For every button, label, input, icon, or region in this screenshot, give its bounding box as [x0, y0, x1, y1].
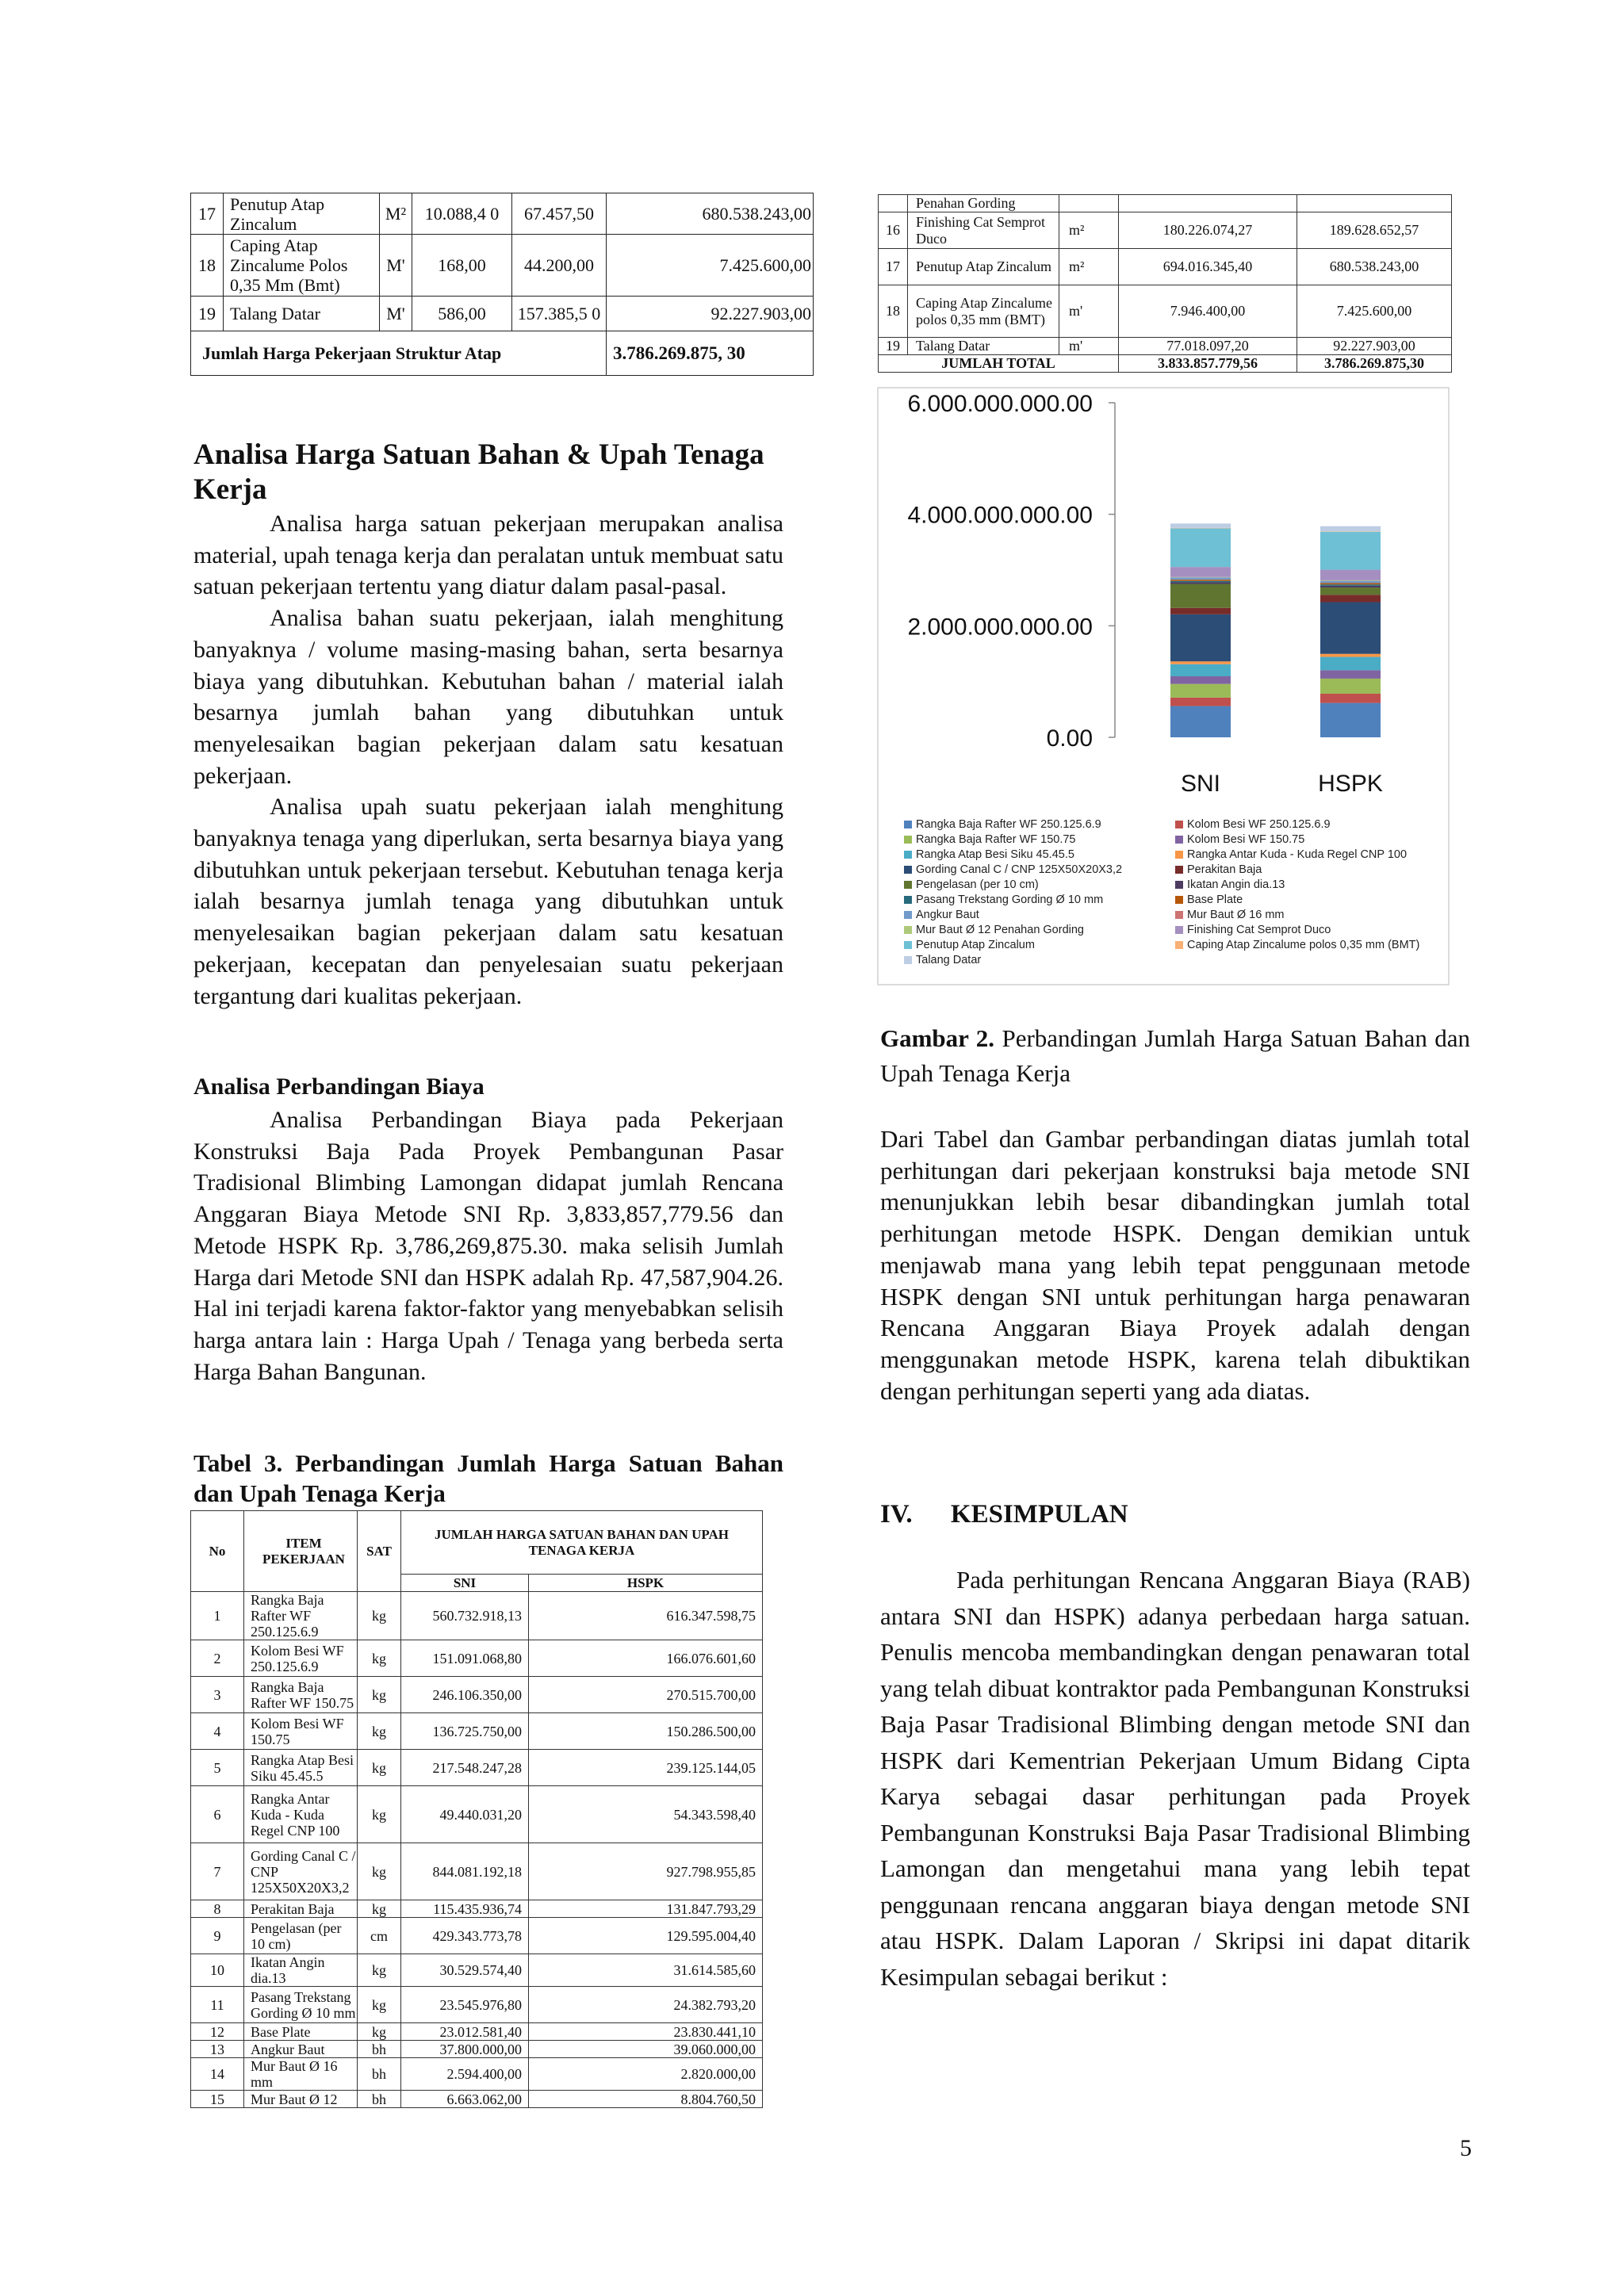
total-row — [879, 355, 1452, 373]
cell-sni: 136.725.750,00 — [401, 1713, 529, 1750]
y-tick-label: 6.000.000.000.00 — [907, 391, 1093, 417]
cell-sat: kg — [358, 1954, 401, 1987]
cell-item: Ikatan Angin dia.13 — [244, 1954, 358, 1987]
cell-hspk: 24.382.793,20 — [529, 1987, 763, 2023]
cell-volume: 586,00 — [412, 297, 512, 331]
cell-sni: 77.018.097,20 — [1119, 338, 1297, 355]
cell-hspk: 239.125.144,05 — [529, 1750, 763, 1786]
legend-swatch — [904, 926, 912, 934]
cell-hspk: 23.830.441,10 — [529, 2023, 763, 2041]
bar-segment — [1320, 654, 1381, 657]
legend-swatch — [904, 866, 912, 874]
cell-item: Rangka Atap Besi Siku 45.45.5 — [244, 1750, 358, 1786]
x-tick-label: SNI — [1180, 771, 1221, 797]
header-group: JUMLAH HARGA SATUAN BAHAN DAN UPAH TENAGA KERJA — [401, 1511, 763, 1575]
total-hspk: 3.786.269.875,30 — [1297, 355, 1452, 373]
cell-no: 3 — [191, 1677, 244, 1713]
bar-segment — [1170, 614, 1231, 661]
table3-caption: Tabel 3. Perbandingan Jumlah Harga Satuan Bahan dan Upah Tenaga Kerja — [193, 1449, 783, 1507]
table-row — [191, 1592, 763, 1640]
stacked-bar-chart — [877, 387, 1450, 985]
bar-segment — [1170, 577, 1231, 580]
cell-no: 19 — [191, 297, 224, 331]
legend-swatch — [904, 956, 912, 964]
legend-label: Gording Canal C / CNP 125X50X20X3,2 — [916, 863, 1123, 876]
cell-no: 9 — [191, 1918, 244, 1954]
legend-label: Pasang Trekstang Gording Ø 10 mm — [916, 894, 1104, 906]
cell-sni: 7.946.400,00 — [1119, 285, 1297, 338]
cell-jumlah-harga: 92.227.903,00 — [607, 297, 814, 331]
cell-item: Pengelasan (per 10 cm) — [244, 1918, 358, 1954]
cell-item: Finishing Cat Semprot Duco — [908, 212, 1059, 249]
table-row — [191, 2023, 763, 2041]
cell-volume: 10.088,4 0 — [412, 193, 512, 235]
table-3 — [190, 1510, 763, 2108]
bar-segment — [1170, 684, 1231, 698]
cell-no: 16 — [879, 212, 908, 249]
section4-title: KESIMPULAN — [950, 1500, 1128, 1529]
legend-label: Base Plate — [1187, 894, 1243, 906]
cell-no: 10 — [191, 1954, 244, 1987]
y-tick-label: 0.00 — [1046, 725, 1093, 752]
cell-item: Perakitan Baja — [244, 1900, 358, 1918]
cell-no: 18 — [191, 235, 224, 297]
header-item: ITEM PEKERJAAN — [244, 1511, 358, 1592]
cell-sat: M² — [380, 193, 412, 235]
bar-segment — [1170, 664, 1231, 676]
legend-label: Finishing Cat Semprot Duco — [1187, 924, 1331, 936]
legend-swatch — [904, 911, 912, 919]
paragraph: Analisa upah suatu pekerjaan ialah menghitung banyaknya tenaga yang diperlukan, serta besarnya biaya yang dibutuhkan untuk pekerjaan tersebut. Kebutuhan tenaga kerja ialah besarnya jumlah tenaga yang dibutuhkan untuk menyelesaikan bagian pekerjaan dalam satu kesatuan pekerjaan, kecepatan dan penyelesaian suatu pekerjaan tergantung dari kualitas pekerjaan. — [193, 794, 783, 1009]
cell-item: Base Plate — [244, 2023, 358, 2041]
bar-segment — [1320, 581, 1381, 584]
section-title-analisa-perbandingan: Analisa Perbandingan Biaya — [193, 1073, 485, 1100]
cell-item: Caping Atap Zincalume Polos 0,35 Mm (Bmt) — [224, 235, 380, 297]
legend-swatch — [1175, 851, 1183, 859]
cell-no: 19 — [879, 338, 908, 355]
cell-item: Rangka Baja Rafter WF 250.125.6.9 — [244, 1592, 358, 1640]
total-label: JUMLAH TOTAL — [879, 355, 1119, 373]
table-row — [191, 1843, 763, 1900]
cell-sat: m' — [1059, 338, 1119, 355]
cell-sat: bh — [358, 2058, 401, 2091]
page-number: 5 — [1460, 2135, 1472, 2161]
cell-no: 5 — [191, 1750, 244, 1786]
cell-item: Caping Atap Zincalume polos 0,35 mm (BMT) — [908, 285, 1059, 338]
bar-segment — [1170, 676, 1231, 684]
legend-label: Talang Datar — [916, 954, 982, 966]
legend-label: Mur Baut Ø 12 Penahan Gording — [916, 924, 1084, 936]
cell-item: Mur Baut Ø 12 — [244, 2091, 358, 2108]
cell-sat: kg — [358, 1640, 401, 1677]
table-row — [191, 1918, 763, 1954]
table-row — [191, 1900, 763, 1918]
cell-sat: M' — [380, 297, 412, 331]
table-row — [191, 2041, 763, 2058]
cell-sni: 6.663.062,00 — [401, 2091, 529, 2108]
bar-segment — [1320, 531, 1381, 532]
legend-swatch — [1175, 836, 1183, 844]
cell-sni: 560.732.918,13 — [401, 1592, 529, 1640]
cell-sni: 49.440.031,20 — [401, 1786, 529, 1843]
legend-swatch — [1175, 881, 1183, 889]
cell-sat: kg — [358, 1843, 401, 1900]
table-row — [879, 285, 1452, 338]
cell-sni: 30.529.574,40 — [401, 1954, 529, 1987]
cell-harga-satuan: 44.200,00 — [512, 235, 607, 297]
cell-harga-satuan: 157.385,5 0 — [512, 297, 607, 331]
bar-segment — [1170, 528, 1231, 567]
cell-no: 12 — [191, 2023, 244, 2041]
cell-item: Gording Canal C / CNP 125X50X20X3,2 — [244, 1843, 358, 1900]
total-row — [191, 331, 814, 376]
cell-sni: 246.106.350,00 — [401, 1677, 529, 1713]
header-sni: SNI — [401, 1575, 529, 1592]
bar-segment — [1320, 679, 1381, 694]
cell-item: Rangka Antar Kuda - Kuda Regel CNP 100 — [244, 1786, 358, 1843]
legend-label: Angkur Baut — [916, 909, 979, 921]
section4-number: IV. — [880, 1500, 913, 1529]
legend-swatch — [1175, 926, 1183, 934]
section4-heading — [880, 1500, 1128, 1529]
cell-sat: m² — [1059, 249, 1119, 285]
cell-item: Talang Datar — [908, 338, 1059, 355]
bar-segment — [1320, 694, 1381, 703]
header-no: No — [191, 1511, 244, 1592]
table-row — [191, 1786, 763, 1843]
cell-no: 13 — [191, 2041, 244, 2058]
bar-segment — [1320, 570, 1381, 580]
legend-label: Pengelasan (per 10 cm) — [916, 878, 1039, 891]
bar-segment — [1320, 586, 1381, 587]
legend-label: Kolom Besi WF 150.75 — [1187, 833, 1305, 846]
table-row — [191, 1987, 763, 2023]
table-row — [879, 212, 1452, 249]
paragraph: Analisa bahan suatu pekerjaan, ialah menghitung banyaknya / volume masing-masing bahan, serta besarnya biaya yang dibutuhkan. Kebutuhan bahan / material ialah besarnya jumlah bahan yang dibutuhkan untuk menyelesaikan bagian pekerjaan dalam satu kesatuan pekerjaan. — [193, 605, 783, 789]
legend-label: Kolom Besi WF 250.125.6.9 — [1187, 818, 1331, 831]
cell-item: Penutup Atap Zincalum — [908, 249, 1059, 285]
bar-segment — [1320, 657, 1381, 671]
cell-hspk: 54.343.598,40 — [529, 1786, 763, 1843]
cell-sni: 151.091.068,80 — [401, 1640, 529, 1677]
legend-swatch — [904, 881, 912, 889]
cell-no: 1 — [191, 1592, 244, 1640]
legend-label: Rangka Antar Kuda - Kuda Regel CNP 100 — [1187, 848, 1408, 861]
cell-item: Rangka Baja Rafter WF 150.75 — [244, 1677, 358, 1713]
cell-sat: m² — [1059, 212, 1119, 249]
table-row — [191, 1954, 763, 1987]
table-row — [191, 2091, 763, 2108]
bar-segment — [1170, 567, 1231, 577]
cell-sni: 37.800.000,00 — [401, 2041, 529, 2058]
cell-no: 18 — [879, 285, 908, 338]
table-row — [191, 297, 814, 331]
cell-item: Talang Datar — [224, 297, 380, 331]
cell-hspk: 616.347.598,75 — [529, 1592, 763, 1640]
bar-segment — [1170, 582, 1231, 584]
cell-item: Penahan Gording — [908, 195, 1059, 212]
cell-item: Kolom Besi WF 150.75 — [244, 1713, 358, 1750]
legend-label: Caping Atap Zincalume polos 0,35 mm (BMT) — [1187, 939, 1420, 951]
table-row — [191, 1713, 763, 1750]
cell-no: 17 — [191, 193, 224, 235]
table-row — [191, 1677, 763, 1713]
cell-hspk — [1297, 195, 1452, 212]
bar-segment — [1320, 670, 1381, 679]
struktur-atap-table — [190, 193, 814, 376]
legend-label: Rangka Baja Rafter WF 150.75 — [916, 833, 1076, 846]
cell-sat — [1059, 195, 1119, 212]
section1-body — [193, 508, 783, 1012]
legend-label: Penutup Atap Zincalum — [916, 939, 1035, 951]
discussion-paragraph: Dari Tabel dan Gambar perbandingan diatas jumlah total perhitungan dari pekerjaan konstruksi baja metode SNI menunjukkan lebih besar dibandingkan jumlah total perhitungan metode HSPK. Dengan demikian untuk menjawab mana yang lebih tepat penggunaan metode HSPK dengan SNI untuk perhitungan harga penawaran Rencana Anggaran Biaya Proyek adalah dengan menggunakan metode HSPK, karena telah dibuktikan dengan perhitungan seperti yang ada diatas. — [880, 1125, 1470, 1405]
legend-swatch — [1175, 866, 1183, 874]
header-sat: SAT — [358, 1511, 401, 1592]
bar-segment — [1320, 583, 1381, 584]
bar-segment — [1320, 584, 1381, 586]
cell-hspk: 166.076.601,60 — [529, 1640, 763, 1677]
cell-harga-satuan: 67.457,50 — [512, 193, 607, 235]
cell-no: 6 — [191, 1786, 244, 1843]
legend-swatch — [1175, 911, 1183, 919]
legend-label: Rangka Atap Besi Siku 45.45.5 — [916, 848, 1074, 861]
cell-sat: kg — [358, 1987, 401, 2023]
legend-swatch — [904, 821, 912, 828]
cell-volume: 168,00 — [412, 235, 512, 297]
cell-sni: 694.016.345,40 — [1119, 249, 1297, 285]
cell-no: 14 — [191, 2058, 244, 2091]
legend-swatch — [1175, 821, 1183, 828]
cell-sat: kg — [358, 1713, 401, 1750]
bar-segment — [1320, 580, 1381, 581]
legend-label: Perakitan Baja — [1187, 863, 1262, 876]
total-sni: 3.833.857.779,56 — [1119, 355, 1297, 373]
cell-sat: kg — [358, 1677, 401, 1713]
cell-no: 2 — [191, 1640, 244, 1677]
cell-item: Pasang Trekstang Gording Ø 10 mm — [244, 1987, 358, 2023]
bar-segment — [1320, 595, 1381, 602]
cell-sni: 180.226.074,27 — [1119, 212, 1297, 249]
cell-no: 8 — [191, 1900, 244, 1918]
cell-jumlah-harga: 7.425.600,00 — [607, 235, 814, 297]
legend-swatch — [904, 851, 912, 859]
cell-hspk: 92.227.903,00 — [1297, 338, 1452, 355]
cell-item: Mur Baut Ø 16 mm — [244, 2058, 358, 2091]
cell-sni: 844.081.192,18 — [401, 1843, 529, 1900]
table-row — [879, 249, 1452, 285]
cell-hspk: 131.847.793,29 — [529, 1900, 763, 1918]
table-row — [191, 1640, 763, 1677]
legend-swatch — [1175, 896, 1183, 904]
bar-segment — [1320, 703, 1381, 737]
table-row — [879, 338, 1452, 355]
bar-segment — [1170, 698, 1231, 706]
legend-swatch — [904, 836, 912, 844]
section4-body — [880, 1562, 1470, 1995]
table-row — [191, 235, 814, 297]
section2-body — [193, 1104, 783, 1387]
cell-sat: bh — [358, 2091, 401, 2108]
section-title-analisa-harga: Analisa Harga Satuan Bahan & Upah Tenaga Kerja — [193, 438, 764, 506]
cell-sni: 115.435.936,74 — [401, 1900, 529, 1918]
cell-no: 4 — [191, 1713, 244, 1750]
cell-sni: 23.545.976,80 — [401, 1987, 529, 2023]
cell-sat: kg — [358, 1900, 401, 1918]
cell-no: 15 — [191, 2091, 244, 2108]
cell-item: Penutup Atap Zincalum — [224, 193, 380, 235]
cell-sat: bh — [358, 2041, 401, 2058]
y-tick-label: 4.000.000.000.00 — [907, 502, 1093, 529]
bar-segment — [1320, 602, 1381, 653]
cell-sat: kg — [358, 1786, 401, 1843]
cell-sat: M' — [380, 235, 412, 297]
perbandingan-table-continued — [878, 194, 1452, 373]
bar-segment — [1320, 532, 1381, 570]
cell-item: Kolom Besi WF 250.125.6.9 — [244, 1640, 358, 1677]
cell-jumlah-harga: 680.538.243,00 — [607, 193, 814, 235]
legend-swatch — [904, 941, 912, 949]
cell-item: Angkur Baut — [244, 2041, 358, 2058]
table-row — [191, 2058, 763, 2091]
table-row — [191, 1750, 763, 1786]
cell-no — [879, 195, 908, 212]
cell-hspk: 150.286.500,00 — [529, 1713, 763, 1750]
bar-segment — [1170, 523, 1231, 527]
legend-swatch — [904, 896, 912, 904]
bar-segment — [1170, 581, 1231, 583]
cell-hspk: 129.595.004,40 — [529, 1918, 763, 1954]
figure-label: Gambar 2. — [880, 1024, 995, 1052]
bar-segment — [1320, 526, 1381, 531]
cell-hspk: 8.804.760,50 — [529, 2091, 763, 2108]
legend-label: Mur Baut Ø 16 mm — [1187, 909, 1285, 921]
legend-label: Ikatan Angin dia.13 — [1187, 878, 1285, 891]
cell-sat: kg — [358, 2023, 401, 2041]
total-value: 3.786.269.875, 30 — [607, 331, 814, 376]
cell-hspk: 189.628.652,57 — [1297, 212, 1452, 249]
bar-segment — [1170, 584, 1231, 608]
cell-hspk: 7.425.600,00 — [1297, 285, 1452, 338]
x-tick-label: HSPK — [1318, 771, 1383, 797]
cell-hspk: 2.820.000,00 — [529, 2058, 763, 2091]
cell-no: 17 — [879, 249, 908, 285]
cell-sat: cm — [358, 1918, 401, 1954]
paragraph: Analisa harga satuan pekerjaan merupakan analisa material, upah tenaga kerja dan peralatan untuk membuat satu satuan pekerjaan tertentu yang diatur dalam pasal-pasal. — [193, 511, 783, 600]
figure-caption — [880, 1021, 1470, 1091]
cell-sat: kg — [358, 1592, 401, 1640]
cell-sni — [1119, 195, 1297, 212]
legend-swatch — [1175, 941, 1183, 949]
cell-no: 7 — [191, 1843, 244, 1900]
figure-caption-text: Perbandingan Jumlah Harga Satuan Bahan dan Upah Tenaga Kerja — [880, 1024, 1471, 1087]
header-hspk: HSPK — [529, 1575, 763, 1592]
cell-hspk: 39.060.000,00 — [529, 2041, 763, 2058]
y-tick-label: 2.000.000.000.00 — [907, 614, 1093, 641]
cell-hspk: 270.515.700,00 — [529, 1677, 763, 1713]
cell-hspk: 680.538.243,00 — [1297, 249, 1452, 285]
bar-segment — [1170, 580, 1231, 581]
cell-hspk: 927.798.955,85 — [529, 1843, 763, 1900]
table-row — [191, 193, 814, 235]
cell-sat: m' — [1059, 285, 1119, 338]
cell-sni: 23.012.581,40 — [401, 2023, 529, 2041]
bar-segment — [1170, 528, 1231, 529]
cell-sni: 217.548.247,28 — [401, 1750, 529, 1786]
bar-segment — [1170, 661, 1231, 664]
paragraph: Pada perhitungan Rencana Anggaran Biaya (RAB) antara SNI dan HSPK) adanya perbedaan harga satuan. Penulis mencoba membandingkan dengan penawaran total yang telah dibuat kontraktor pada Pembangunan Konstruksi Baja Pasar Tradisional Blimbing dengan metode SNI dan HSPK dari Kementrian Pekerjaan Umum Bidang Cipta Karya sebagai dasar perhitungan pada Proyek Pembangunan Konstruksi Baja Pasar Tradisional Blimbing Lamongan dan mengetahui mana yang lebih tepat penggunaan rencana anggaran biaya dengan metode SNI atau HSPK. Dalam Laporan / Skripsi ini dapat ditarik Kesimpulan sebagai berikut : — [880, 1566, 1470, 1991]
cell-sni: 2.594.400,00 — [401, 2058, 529, 2091]
legend-label: Rangka Baja Rafter WF 250.125.6.9 — [916, 818, 1101, 831]
bar-segment — [1320, 587, 1381, 595]
cell-no: 11 — [191, 1987, 244, 2023]
cell-sni: 429.343.773,78 — [401, 1918, 529, 1954]
paragraph: Analisa Perbandingan Biaya pada Pekerjaan Konstruksi Baja Pada Proyek Pembangunan Pasar Tradisional Blimbing Lamongan didapat jumlah Rencana Anggaran Biaya Metode SNI Rp. 3,833,857,779.56 dan Metode HSPK Rp. 3,786,269,875.30. maka selisih Jumlah Harga dari Metode SNI dan HSPK adalah Rp. 47,587,904.26. Hal ini terjadi karena faktor-faktor yang menyebabkan selisih harga antara lain : Harga Upah / Tenaga yang berbeda serta Harga Bahan Bangunan. — [193, 1107, 783, 1385]
cell-hspk: 31.614.585,60 — [529, 1954, 763, 1987]
total-label: Jumlah Harga Pekerjaan Struktur Atap — [191, 331, 607, 376]
cell-sat: kg — [358, 1750, 401, 1786]
bar-segment — [1170, 706, 1231, 737]
table-row — [879, 195, 1452, 212]
bar-segment — [1170, 608, 1231, 614]
